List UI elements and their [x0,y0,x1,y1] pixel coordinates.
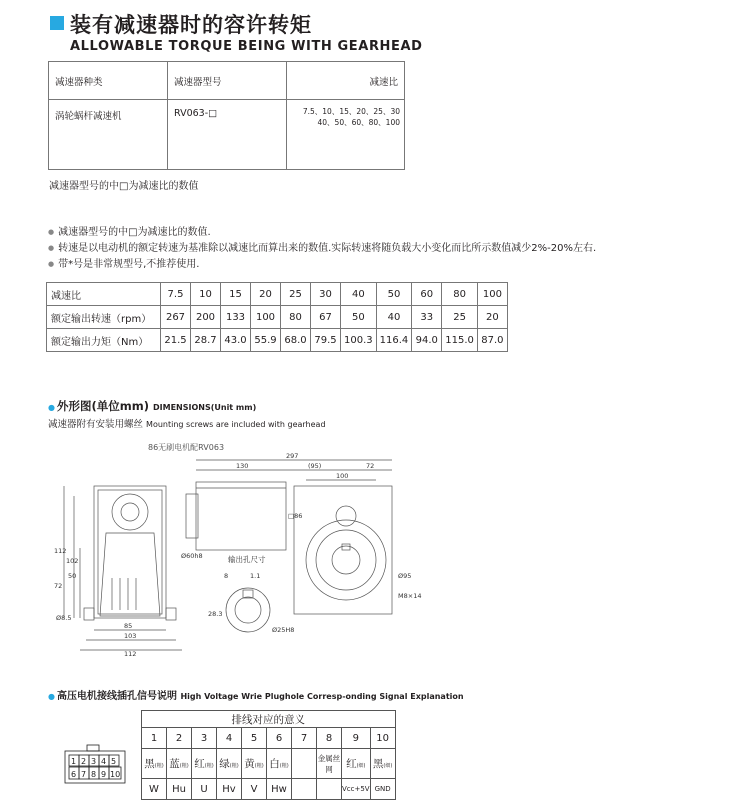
wiring-cell: 8 [317,728,342,749]
wiring-cell: 红(细) [342,749,371,779]
table-cell: 100.3 [341,329,377,352]
table-cell: 87.0 [477,329,507,352]
table-cell: 79.5 [311,329,341,352]
svg-text:10: 10 [110,770,121,779]
notes-list [48,225,596,273]
table-cell: 21.5 [161,329,191,352]
wiring-cell: 金属丝网 [317,749,342,779]
wiring-cell: 绿(粗) [217,749,242,779]
table-cell: 43.0 [221,329,251,352]
svg-text:8: 8 [224,572,229,580]
table-cell: 100 [477,283,507,306]
page-subtitle: ALLOWABLE TORQUE BEING WITH GEARHEAD [70,39,423,54]
table-cell: 50 [341,306,377,329]
svg-text:28.3: 28.3 [208,610,223,618]
svg-text:1: 1 [71,757,77,766]
header-ratio: 减速比 [369,76,398,88]
wiring-cell: 6 [267,728,292,749]
svg-text:72: 72 [54,582,63,590]
table-cell: 67 [311,306,341,329]
wiring-cell: 黑(粗) [142,749,167,779]
svg-text:2: 2 [81,757,87,766]
drawing-title: 86无刷电机配RV063 [148,443,225,452]
table-cell: 115.0 [442,329,478,352]
table-cell: 33 [412,306,442,329]
gearhead-type-table [48,61,405,170]
row-label: 额定输出转速（rpm） [47,306,161,329]
svg-text:Ø60h8: Ø60h8 [181,552,203,560]
bullet-dot-icon: ● [48,692,55,701]
svg-text:6: 6 [71,770,77,779]
page-title: 装有减速器时的容许转矩 [70,13,312,37]
table-cell: 40 [376,306,412,329]
svg-text:297: 297 [286,452,299,460]
wiring-cell: Vcc+5V [342,779,371,800]
table-cell: 15 [221,283,251,306]
table-cell: 20 [251,283,281,306]
wiring-cell: Hv [217,779,242,800]
wiring-cell: GND [370,779,395,800]
note-item: ● 减速器型号的中□为减速比的数值. [48,225,596,241]
table-row [47,306,508,329]
svg-text:5: 5 [111,757,117,766]
model-note: 减速器型号的中□为减速比的数值 [49,181,199,192]
svg-text:Ø8.5: Ø8.5 [56,614,72,622]
svg-text:85: 85 [124,622,133,630]
svg-text:50: 50 [68,572,77,580]
wiring-cell: 7 [292,728,317,749]
dimensions-heading: ● 外形图(单位mm) DIMENSIONS(Unit mm) [48,399,257,413]
bullet-dot-icon: ● [48,403,55,412]
wiring-cell: 1 [142,728,167,749]
svg-text:100: 100 [336,472,349,480]
torque-table [46,282,508,352]
header-model: 减速器型号 [174,76,222,88]
table-row [47,329,508,352]
row-label: 额定输出力矩（Nm） [47,329,161,352]
svg-text:M8×14: M8×14 [398,592,422,600]
table-cell: 28.7 [191,329,221,352]
wiring-cell: W [142,779,167,800]
dimensions-subheading: 减速器附有安装用螺丝 Mounting screws are included with gearhead [48,419,326,430]
table-cell: 10 [191,283,221,306]
svg-text:Ø95: Ø95 [398,572,412,580]
table-cell: 80 [442,283,478,306]
note-item: ● 带*号是非常规型号,不推荐使用. [48,257,596,273]
svg-text:103: 103 [124,632,137,640]
table-cell: 116.4 [376,329,412,352]
table-cell: 94.0 [412,329,442,352]
table-cell: 30 [311,283,341,306]
wiring-cell: 白(粗) [267,749,292,779]
svg-text:7: 7 [81,770,87,779]
wiring-cell [317,779,342,800]
wiring-cell: Hw [267,779,292,800]
svg-text:102: 102 [66,557,79,565]
svg-text:(95): (95) [308,462,322,470]
table-cell: 7.5 [161,283,191,306]
dimension-drawing [36,438,436,658]
svg-text:□86: □86 [288,512,303,520]
wiring-cell: 蓝(粗) [167,749,192,779]
connector-icon [63,743,127,785]
wiring-cell: 2 [167,728,192,749]
cell-model: RV063-□ [174,108,218,119]
header-type: 减速器种类 [55,76,103,88]
wiring-cell: 10 [370,728,395,749]
table-cell: 133 [221,306,251,329]
svg-text:4: 4 [101,757,107,766]
svg-text:72: 72 [366,462,375,470]
wiring-cell: 5 [242,728,267,749]
wiring-cell: 3 [192,728,217,749]
table-cell: 80 [281,306,311,329]
svg-text:输出孔尺寸: 输出孔尺寸 [228,555,266,564]
wiring-heading: ● 高压电机接线插孔信号说明 High Voltage Wrie Plughole Corresp-onding Signal Explanation [48,691,464,702]
table-cell: 50 [376,283,412,306]
svg-text:9: 9 [101,770,107,779]
wiring-cell: Hu [167,779,192,800]
table-cell: 20 [477,306,507,329]
table-row [47,283,508,306]
table-cell: 25 [281,283,311,306]
svg-text:1.1: 1.1 [250,572,261,580]
svg-text:3: 3 [91,757,97,766]
table-cell: 60 [412,283,442,306]
row-label: 减速比 [47,283,161,306]
table-cell: 68.0 [281,329,311,352]
note-item: ● 转速是以电动机的额定转速为基准除以减速比而算出来的数值.实际转速将随负载大小变化而比所示数值减少2%-20%左右. [48,241,596,257]
cell-type: 涡轮蜗杆减速机 [55,111,122,122]
table-cell: 25 [442,306,478,329]
table-cell: 40 [341,283,377,306]
svg-text:130: 130 [236,462,249,470]
title-square-icon [50,16,64,30]
table-cell: 200 [191,306,221,329]
svg-text:112: 112 [124,650,137,658]
wiring-cell: 黄(粗) [242,749,267,779]
wiring-cell [292,779,317,800]
table-cell: 100 [251,306,281,329]
wiring-cell [292,749,317,779]
table-cell: 55.9 [251,329,281,352]
wiring-cell: 4 [217,728,242,749]
wiring-cell: V [242,779,267,800]
cell-ratios-2: 40、50、60、80、100 [317,118,400,127]
wiring-cell: 9 [342,728,371,749]
wiring-caption: 排线对应的意义 [142,711,396,728]
table-cell: 267 [161,306,191,329]
wiring-cell: 红(粗) [192,749,217,779]
wiring-cell: U [192,779,217,800]
wiring-cell: 黑(细) [370,749,395,779]
svg-text:112: 112 [54,547,67,555]
svg-text:Ø25H8: Ø25H8 [272,626,295,634]
wiring-table [141,710,396,800]
svg-text:8: 8 [91,770,97,779]
cell-ratios-1: 7.5、10、15、20、25、30 [302,107,400,116]
